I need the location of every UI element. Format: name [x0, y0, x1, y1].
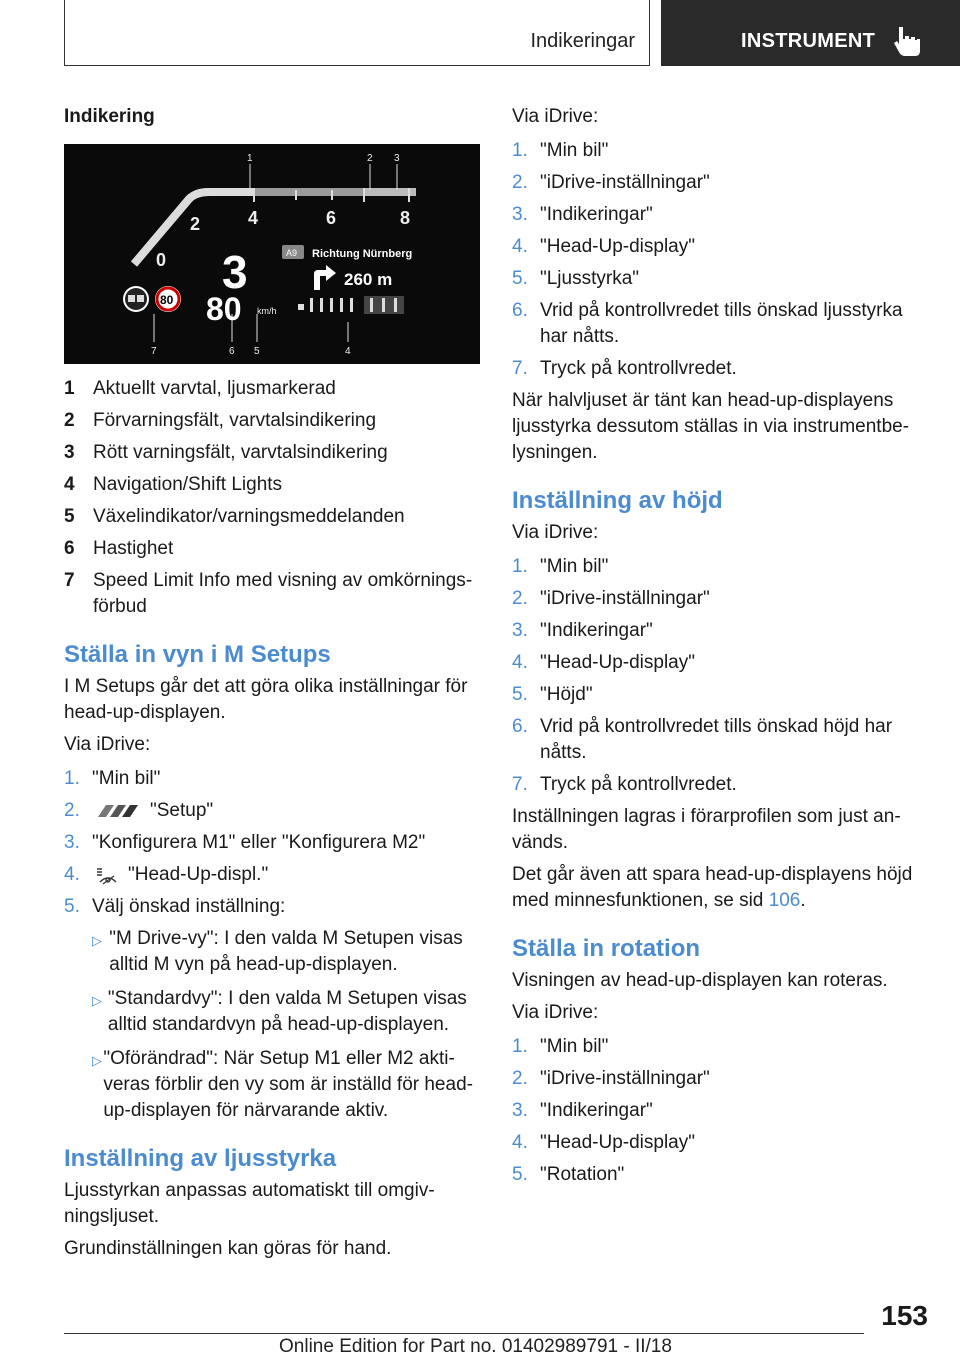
step-number: 5.: [512, 268, 528, 289]
callout-3: 3: [394, 153, 400, 164]
legend-number: 5: [64, 506, 75, 527]
step-text: "Head-Up-display": [540, 1132, 695, 1153]
legend-item: [64, 568, 482, 620]
rpm-2: 2: [190, 214, 201, 234]
legend-text: Rött varningsfält, varvtalsindikering: [93, 442, 388, 463]
step-text: "Setup": [150, 800, 214, 821]
brightness-manual-text: Grundinställningen kan göras för hand.: [64, 1238, 392, 1259]
step-text: "Indikeringar": [540, 1100, 653, 1121]
header-chapter-tab: [661, 0, 960, 66]
via-idrive-label: Via iDrive:: [512, 522, 599, 543]
step-item: [512, 138, 917, 164]
step-item: [64, 766, 482, 792]
step-item: [512, 356, 917, 382]
triangle-bullet-icon: ▷: [92, 993, 102, 1008]
callout-7: 7: [151, 346, 157, 357]
page-number: 153: [881, 1300, 928, 1331]
step-number: 5.: [64, 896, 80, 917]
legend-item: [64, 408, 482, 434]
step-text: Vrid på kontrollvredet tills önskad höjd har nåtts.: [540, 716, 893, 763]
step-item: [512, 618, 917, 644]
speed-value: 80: [206, 291, 242, 327]
step-number: 1.: [64, 768, 80, 789]
step-item: [512, 586, 917, 612]
option-item: [92, 986, 482, 1038]
height-memory-text: Det går även att spara head-up-displayens höjd med minnesfunktionen, se sid: [512, 864, 913, 911]
step-text: "Konfigurera M1" eller "Konfigurera M2": [92, 832, 426, 853]
legend-number: 7: [64, 570, 75, 591]
legend-item: [64, 472, 482, 498]
step-item: [512, 650, 917, 676]
step-number: 3.: [512, 204, 528, 225]
head-up-display-icon: [94, 865, 120, 885]
legend-text: Speed Limit Info med visning av omkörningsförbud: [93, 570, 473, 617]
brightness-note: När halvljuset är tänt kan head-up-displayens ljusstyrka dessutom ställas in via instrumentbelysningen.: [512, 390, 910, 463]
triangle-bullet-icon: ▷: [92, 1053, 102, 1068]
height-memory-end: .: [800, 890, 806, 911]
m-setups-intro: I M Setups går det att göra olika inställningar för head-up-displayen.: [64, 676, 468, 723]
step-item: [512, 682, 917, 708]
step-text: "Head-Up-display": [540, 236, 695, 257]
step-item: [512, 266, 917, 292]
step-number: 5.: [512, 684, 528, 705]
option-text: "Standardvy": I den valda M Setupen visas alltid standardvyn på head-up-displayen.: [107, 988, 467, 1035]
legend-text: Hastighet: [93, 538, 174, 559]
option-item: [92, 926, 482, 978]
legend-item: [64, 376, 482, 402]
speed-limit-sign: 80: [160, 293, 174, 307]
legend-text: Aktuellt varvtal, ljusmarkerad: [93, 378, 336, 399]
section-heading-m-setups: Ställa in vyn i M Setups: [64, 641, 331, 668]
callout-2: 2: [367, 153, 373, 164]
legend-item: [64, 440, 482, 466]
step-number: 4.: [512, 236, 528, 257]
step-number: 3.: [512, 620, 528, 641]
step-text: "Indikeringar": [540, 620, 653, 641]
legend-number: 1: [64, 378, 75, 399]
m-stripes-icon: [94, 804, 142, 818]
hud-display-illustration: [64, 144, 480, 364]
pointing-hand-icon: [893, 25, 921, 57]
step-item: [64, 894, 482, 920]
brightness-steps: [512, 138, 917, 382]
step-number: 3.: [512, 1100, 528, 1121]
step-number: 4.: [512, 1132, 528, 1153]
legend-item: [64, 504, 482, 530]
brightness-auto-text: Ljusstyrkan anpassas automatiskt till omgivningsljuset.: [64, 1180, 435, 1227]
step-text: "Min bil": [540, 1036, 609, 1057]
figure-legend: [64, 376, 482, 620]
step-text: "Head-Up-display": [540, 652, 695, 673]
option-text: "Oförändrad": När Setup M1 eller M2 aktiveras förblir den vy som är inställd för head-up-displayen för närvarande aktiv.: [103, 1048, 473, 1121]
height-profile-note: Inställningen lagras i förarprofilen som just används.: [512, 806, 901, 853]
step-text: Tryck på kontrollvredet.: [540, 774, 737, 795]
step-number: 2.: [64, 800, 80, 821]
legend-item: [64, 536, 482, 562]
via-idrive-label: Via iDrive:: [512, 1002, 599, 1023]
legend-text: Navigation/Shift Lights: [93, 474, 283, 495]
figure-label: Indikering: [64, 106, 155, 127]
step-number: 1.: [512, 1036, 528, 1057]
road-sign-label: A9: [286, 248, 298, 258]
header-chapter-title: INSTRUMENT: [741, 30, 876, 52]
step-item: [512, 1162, 917, 1188]
option-item: [92, 1046, 482, 1124]
header-section-tab: [64, 0, 650, 66]
right-column: [512, 104, 917, 1194]
legend-number: 4: [64, 474, 75, 495]
footer-divider: [64, 1333, 864, 1334]
footer-edition: Online Edition for Part no. 01402989791 - II/18: [279, 1336, 672, 1357]
direction-text: Richtung Nürnberg: [312, 248, 413, 260]
legend-number: 6: [64, 538, 75, 559]
legend-number: 3: [64, 442, 75, 463]
step-item: [512, 170, 917, 196]
rpm-0: 0: [156, 250, 167, 270]
rpm-6: 6: [326, 208, 337, 228]
step-text: "Ljusstyrka": [540, 268, 640, 289]
step-number: 1.: [512, 556, 528, 577]
via-idrive-label: Via iDrive:: [64, 734, 151, 755]
step-text: "Head-Up-displ.": [128, 864, 269, 885]
step-number: 4.: [512, 652, 528, 673]
step-number: 2.: [512, 172, 528, 193]
legend-text: Växelindikator/varningsmeddelanden: [93, 506, 405, 527]
callout-4: 4: [345, 346, 351, 357]
section-heading-brightness: Inställning av ljusstyrka: [64, 1145, 337, 1172]
callout-1: 1: [247, 153, 253, 164]
step-text: "iDrive-inställningar": [540, 1068, 710, 1089]
step-text: "Min bil": [92, 768, 161, 789]
step-number: 1.: [512, 140, 528, 161]
step-number: 6.: [512, 300, 528, 321]
header-section-title: Indikeringar: [530, 30, 635, 52]
page-header: [0, 0, 960, 66]
step-number: 2.: [512, 588, 528, 609]
hud-figure: [64, 144, 480, 364]
step-text: Tryck på kontrollvredet.: [540, 358, 737, 379]
step-text: "Rotation": [540, 1164, 625, 1185]
step-item: [512, 1130, 917, 1156]
step-text: Vrid på kontrollvredet tills önskad ljusstyrka har nåtts.: [540, 300, 903, 347]
step-item: [64, 830, 482, 856]
rpm-4: 4: [248, 208, 259, 228]
step-number: 5.: [512, 1164, 528, 1185]
callout-5: 5: [254, 346, 260, 357]
legend-number: 2: [64, 410, 75, 431]
step-number: 3.: [64, 832, 80, 853]
distance-text: 260 m: [344, 270, 393, 289]
m-setups-options: [92, 926, 482, 1124]
step-text: "Höjd": [540, 684, 593, 705]
turn-arrow-icon: [314, 265, 336, 290]
step-item: [64, 862, 482, 888]
section-heading-height: Inställning av höjd: [512, 487, 723, 514]
via-idrive-label: Via iDrive:: [512, 106, 599, 127]
callout-6: 6: [229, 346, 235, 357]
m-setups-steps: [64, 766, 482, 920]
left-column: [64, 100, 482, 1268]
step-number: 7.: [512, 358, 528, 379]
step-item: [512, 714, 917, 766]
step-item: [64, 798, 482, 824]
step-item: [512, 554, 917, 580]
step-item: [512, 1098, 917, 1124]
step-text: "iDrive-inställningar": [540, 588, 710, 609]
step-text: "iDrive-inställningar": [540, 172, 710, 193]
speed-unit: km/h: [257, 306, 277, 316]
step-item: [512, 298, 917, 350]
rotation-steps: [512, 1034, 917, 1188]
step-item: [512, 202, 917, 228]
legend-text: Förvarningsfält, varvtalsindikering: [93, 410, 377, 431]
step-number: 2.: [512, 1068, 528, 1089]
step-item: [512, 772, 917, 798]
section-heading-rotation: Ställa in rotation: [512, 935, 701, 962]
triangle-bullet-icon: ▷: [92, 933, 102, 948]
step-number: 7.: [512, 774, 528, 795]
step-item: [512, 1034, 917, 1060]
gear-indicator: 3: [222, 246, 248, 298]
rpm-8: 8: [400, 208, 411, 228]
step-item: [512, 1066, 917, 1092]
step-text: "Indikeringar": [540, 204, 653, 225]
height-memory-note: [512, 862, 917, 914]
step-number: 4.: [64, 864, 80, 885]
step-number: 6.: [512, 716, 528, 737]
step-text: "Min bil": [540, 556, 609, 577]
height-steps: [512, 554, 917, 798]
page-reference-link[interactable]: 106: [768, 890, 801, 911]
option-text: "M Drive-vy": I den valda M Setupen visas alltid M vyn på head-up-displayen.: [109, 928, 463, 975]
step-text: "Min bil": [540, 140, 609, 161]
rotation-intro: Visningen av head-up-displayen kan roteras.: [512, 970, 888, 991]
step-text: Välj önskad inställning:: [92, 896, 286, 917]
step-item: [512, 234, 917, 260]
